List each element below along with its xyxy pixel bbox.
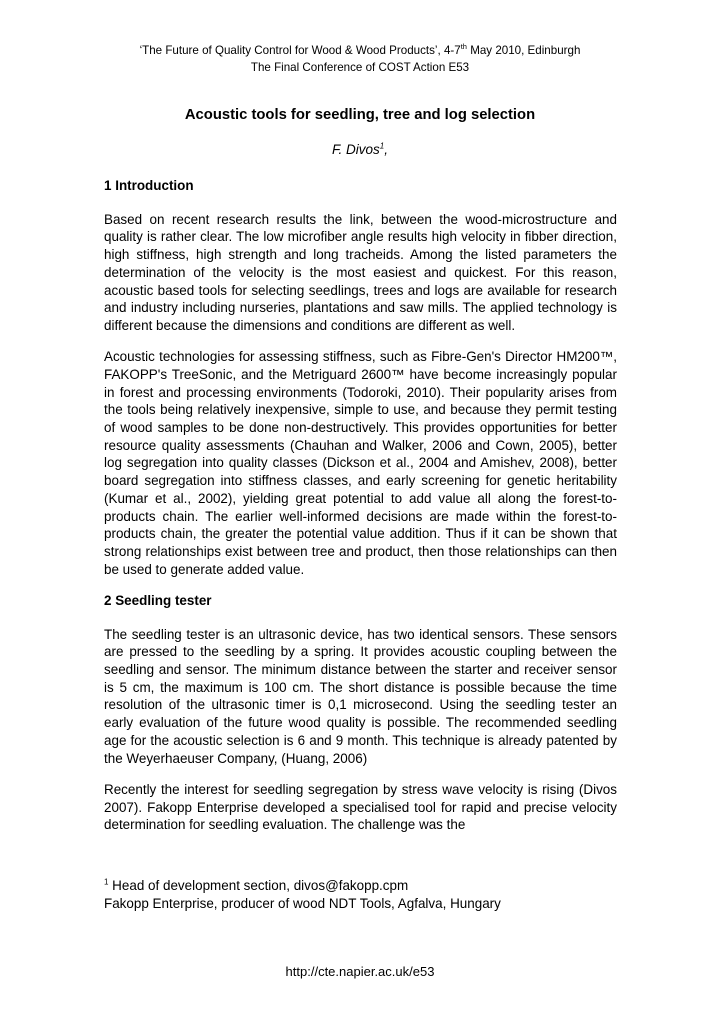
footer-url: http://cte.napier.ac.uk/e53 bbox=[285, 964, 435, 979]
footnote-line: $^1$ Head of development section, divos@fakopp.cpm bbox=[104, 877, 409, 893]
paragraph: Acoustic technologies for assessing stiffness, such as Fibre-Gen's Director HM200™, FAKOPP's TreeSonic, and the Metriguard 2600™ have become increasingly popular in forest and processing environments (Todoroki, 2010). Their popularity arises from the tools being relatively inexpensive, simple to use, and because they permit testing of wood samples to be done non-destructively. This provides opportunities for better resource quality assessments (Chauhan and Walker, 2006 and Cown, 2005), better log segregation into quality classes (Dickson et al., 2004 and Amishev, 2008), better board segregation into stiffness classes, and early screening for genetic heritability (Kumar et al., 2002), yielding great potential to add value all along the forest-to-products chain. The earlier well-informed decisions are made within the forest-to-products chain, the greater the potential value addition. Thus if it can be shown that strong relationships exist between tree and product, then those relationships can then be used to generate added value. bbox=[104, 349, 617, 577]
author-line: F. Divos$^1$, bbox=[332, 141, 388, 157]
conference-title-line: ‘The Future of Quality Control for Wood & Wood Products’, 4-7th May 2010, Edinburgh bbox=[139, 42, 581, 57]
paragraph: Based on recent research results the link, between the wood-microstructure and quality is rather clear. The low microfiber angle results high velocity in fibber direction, high stiffness, high strength and long tracheids. Among the listed parameters the determination of the velocity is the most easiest and quickest. For this reason, acoustic based tools for selecting seedlings, trees and logs are available for research and industry including nurseries, plantations and saw mills. The applied technology is different because the dimensions and conditions are different as well. bbox=[104, 211, 617, 333]
footnote-line: Fakopp Enterprise, producer of wood NDT Tools, Agfalva, Hungary bbox=[104, 895, 501, 911]
body-text bbox=[104, 177, 617, 848]
paragraph: The seedling tester is an ultrasonic device, has two identical sensors. These sensors are pressed to the seedling by a spring. It provides acoustic coupling between the seedling and sensor. The minimum distance between the starter and receiver sensor is 5 cm, the maximum is 100 cm. The short distance is possible because the time resolution of the ultrasonic timer is 0,1 microsecond. Using the seedling tester an early evaluation of the future wood quality is possible. The recommended seedling age for the acoustic selection is 6 and 9 month. This technique is already patented by the Weyerhaeuser Company, (Huang, 2006) bbox=[104, 626, 617, 766]
superscript-th: th bbox=[460, 42, 467, 52]
author-footnote-marker: 1 bbox=[379, 141, 385, 151]
author-name: F. Divos bbox=[332, 142, 380, 157]
running-header bbox=[60, 42, 660, 76]
footnote-marker: 1 bbox=[104, 877, 109, 887]
footnote bbox=[104, 877, 617, 912]
conference-subtitle-line: The Final Conference of COST Action E53 bbox=[250, 61, 470, 74]
section-heading-seedling-tester: 2 Seedling tester bbox=[104, 592, 212, 608]
paper-title: Acoustic tools for seedling, tree and log selection bbox=[184, 107, 536, 123]
paragraph: Recently the interest for seedling segregation by stress wave velocity is rising (Divos 2007). Fakopp Enterprise developed a specialised tool for rapid and precise velocity determination for seedling evaluation. The challenge was the bbox=[104, 781, 617, 833]
section-heading-introduction: 1 Introduction bbox=[104, 178, 194, 193]
